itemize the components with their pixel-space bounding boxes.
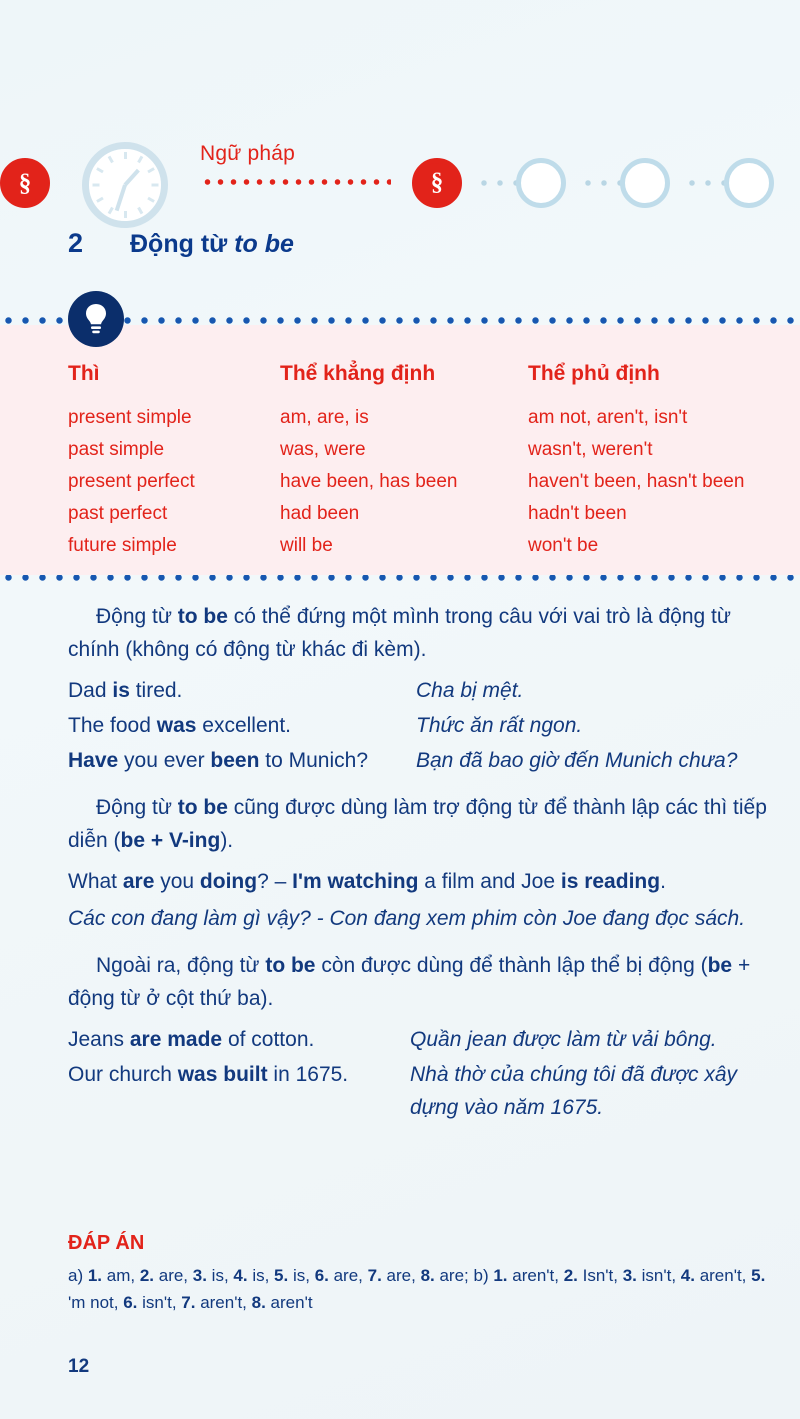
step-indicator-4[interactable] (724, 158, 774, 208)
cell-negative: hadn't been (528, 503, 627, 524)
ex-part: you ever (118, 749, 211, 772)
example-en (68, 709, 416, 742)
ex-part: excellent. (196, 714, 291, 737)
table-row (68, 466, 778, 498)
example-row (68, 1058, 782, 1124)
answers-label-a: a) (68, 1266, 88, 1285)
example-group-2 (68, 865, 782, 935)
step-indicator-active-marker[interactable]: § (412, 158, 462, 208)
answers-label-b: b) (468, 1266, 494, 1285)
paragraph-2-part-c: cũng được dùng làm trợ động từ để thành lập các thì tiếp diễn ( (68, 796, 767, 852)
cell-affirmative: have been, has been (280, 471, 458, 492)
cell-affirmative: was, were (280, 439, 366, 460)
example-en (68, 1058, 410, 1124)
table-row (68, 530, 778, 562)
ex-part: The food (68, 714, 157, 737)
paragraph-3-emphasis: to be (265, 954, 316, 977)
paragraph-2-emphasis: to be (177, 796, 228, 819)
example-vn: Các con đang làm gì vậy? - Con đang xem phim còn Joe đang đọc sách. (68, 907, 746, 930)
ex-part: you (154, 870, 200, 893)
header-ribbon (0, 60, 800, 200)
cell-tense: past simple (68, 439, 165, 460)
example-vn: Thức ăn rất ngon. (416, 714, 583, 737)
header-dot-line-red (201, 178, 391, 186)
ex-bold: been (210, 749, 260, 772)
cell-negative: wasn't, weren't (528, 439, 653, 460)
header-dot-line-1 (476, 179, 518, 187)
cell-tense: future simple (68, 535, 177, 556)
step-indicator-active[interactable]: § (0, 158, 50, 208)
paragraph-2-formula: be + V-ing (120, 829, 221, 852)
example-row (68, 1023, 782, 1056)
ex-bold: was built (177, 1063, 268, 1086)
paragraph-2-part-a: Động từ (96, 796, 178, 819)
example-en (68, 1023, 410, 1056)
header-dot-line-3 (684, 179, 726, 187)
column-header-tense: Thì (68, 362, 100, 385)
paragraph-1-part-c: có thể đứng một mình trong câu với vai trò là động từ chính (không có động từ khác đi kèm). (68, 605, 731, 661)
page-title (130, 230, 294, 259)
ex-part: Jeans (68, 1028, 130, 1051)
answers-title: ĐÁP ÁN (68, 1232, 145, 1254)
paragraph-3-part-a: Ngoài ra, động từ (96, 954, 266, 977)
header-dot-line-2 (580, 179, 622, 187)
example-vn: Nhà thờ của chúng tôi đã được xây dựng vào năm 1675. (410, 1063, 738, 1119)
example-en (68, 674, 416, 707)
paragraph-1 (68, 600, 782, 666)
cell-tense: present simple (68, 407, 192, 428)
example-group-1 (68, 674, 782, 777)
section-number: 2 (68, 228, 84, 258)
cell-negative: won't be (528, 535, 599, 556)
paragraph-3-part-c: còn được dùng để thành lập thể bị động ( (315, 954, 708, 977)
cell-tense: present perfect (68, 471, 195, 492)
ex-part: of cotton. (222, 1028, 315, 1051)
table-row (68, 402, 778, 434)
ex-part: Dad (68, 679, 113, 702)
ex-part: to Munich? (259, 749, 368, 772)
cell-affirmative: am, are, is (280, 407, 369, 428)
section-title-prefix: Động từ (130, 230, 235, 258)
page-number: 12 (68, 1356, 90, 1377)
lightbulb-glyph (82, 303, 110, 335)
cell-negative: am not, aren't, isn't (528, 407, 688, 428)
table-header-row (68, 358, 778, 402)
cell-negative: haven't been, hasn't been (528, 471, 745, 492)
ex-part: . (660, 870, 666, 893)
paragraph-3-formula: be (707, 954, 733, 977)
example-vn: Cha bị mệt. (416, 679, 524, 702)
grammar-table (68, 358, 778, 562)
ex-part: What (68, 870, 123, 893)
example-vn: Quần jean được làm từ vải bông. (410, 1028, 717, 1051)
example-en (68, 744, 416, 777)
ex-part: a film and Joe (418, 870, 561, 893)
lightbulb-icon (68, 291, 124, 347)
example-group-3 (68, 1023, 782, 1124)
paragraph-2 (68, 791, 782, 857)
ex-bold: was (156, 714, 197, 737)
ex-bold: Have (68, 749, 119, 772)
paragraph-1-part-a: Động từ (96, 605, 178, 628)
section-title-emphasis: to be (234, 230, 294, 258)
column-header-affirmative: Thể khẳng định (280, 362, 436, 385)
ex-bold: is reading (560, 870, 661, 893)
clock-icon (82, 142, 168, 228)
cell-tense: past perfect (68, 503, 168, 524)
column-header-negative: Thể phủ định (528, 362, 660, 385)
lesson-body (68, 600, 782, 1134)
step-indicator-3[interactable] (620, 158, 670, 208)
example-vn: Bạn đã bao giờ đến Munich chưa? (416, 749, 738, 772)
paragraph-1-emphasis: to be (177, 605, 228, 628)
answers-body (68, 1262, 784, 1316)
example-row (68, 674, 782, 707)
paragraph-3-part-e: + động từ ở cột thứ ba). (68, 954, 751, 1010)
ex-bold: are (122, 870, 155, 893)
table-row (68, 434, 778, 466)
paragraph-2-part-e: ). (220, 829, 234, 852)
paragraph-3 (68, 949, 782, 1015)
ex-part: in 1675. (267, 1063, 349, 1086)
example-en (68, 865, 782, 898)
answers-items-a: 1. am, 2. are, 3. is, 4. is, 5. is, 6. are, 7. are, 8. are; (87, 1266, 469, 1285)
ex-part: Our church (68, 1063, 178, 1086)
ex-bold: are made (129, 1028, 223, 1051)
ex-part: ? – (257, 870, 293, 893)
table-row (68, 498, 778, 530)
cell-affirmative: had been (280, 503, 360, 524)
example-row (68, 709, 782, 742)
ex-bold: I'm watching (292, 870, 419, 893)
example-row (68, 744, 782, 777)
step-indicator-2[interactable] (516, 158, 566, 208)
ex-bold: is (112, 679, 130, 702)
answers-items-b: 1. aren't, 2. Isn't, 3. isn't, 4. aren't, 5. 'm not, 6. isn't, 7. aren't, 8. aren't (68, 1266, 766, 1312)
ex-bold: doing (199, 870, 258, 893)
header-label: Ngữ pháp (200, 142, 296, 165)
cell-affirmative: will be (280, 535, 333, 556)
ex-part: tired. (129, 679, 183, 702)
